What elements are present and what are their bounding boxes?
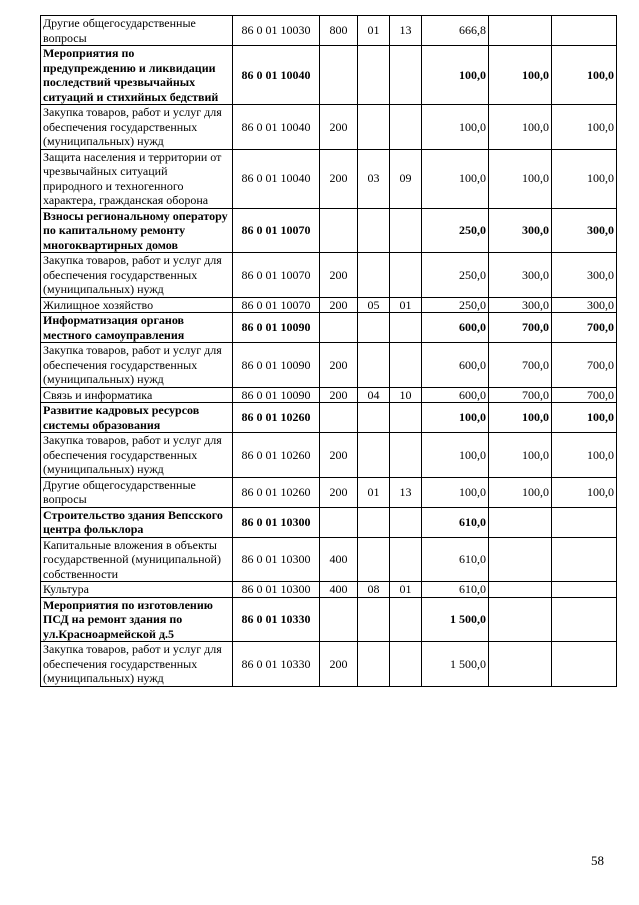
- target-article-cell: 86 0 01 10070: [233, 297, 320, 313]
- table-row-program: [41, 46, 617, 105]
- row-name-cell: Другие общегосударственные вопросы: [41, 16, 233, 46]
- amount-year1-cell: 610,0: [422, 537, 489, 582]
- row-name-cell: Взносы региональному оператору по капитальному ремонту многоквартирных домов: [41, 208, 233, 253]
- amount-year3-cell: 100,0: [552, 403, 617, 433]
- row-name-cell: Закупка товаров, работ и услуг для обеспечения государственных (муниципальных) нужд: [41, 253, 233, 298]
- table-row: [41, 387, 617, 403]
- section-cell: [358, 433, 390, 478]
- amount-year1-cell: 250,0: [422, 253, 489, 298]
- amount-year3-cell: 100,0: [552, 149, 617, 208]
- amount-year3-cell: [552, 507, 617, 537]
- expense-type-cell: 800: [320, 16, 358, 46]
- amount-year1-cell: 100,0: [422, 477, 489, 507]
- target-article-cell: 86 0 01 10300: [233, 507, 320, 537]
- target-article-cell: 86 0 01 10070: [233, 253, 320, 298]
- row-name-cell: Жилищное хозяйство: [41, 297, 233, 313]
- amount-year2-cell: [489, 507, 552, 537]
- expense-type-cell: 200: [320, 149, 358, 208]
- expense-type-cell: [320, 403, 358, 433]
- section-cell: [358, 597, 390, 642]
- row-name-cell: Закупка товаров, работ и услуг для обеспечения государственных (муниципальных) нужд: [41, 433, 233, 478]
- expense-type-cell: 200: [320, 343, 358, 388]
- subsection-cell: [390, 537, 422, 582]
- amount-year1-cell: 610,0: [422, 582, 489, 598]
- amount-year3-cell: [552, 597, 617, 642]
- section-cell: 03: [358, 149, 390, 208]
- section-cell: [358, 642, 390, 687]
- section-cell: [358, 105, 390, 150]
- table-row: [41, 343, 617, 388]
- section-cell: 01: [358, 477, 390, 507]
- page-number: 58: [591, 853, 604, 868]
- amount-year2-cell: [489, 582, 552, 598]
- table-row-program: [41, 507, 617, 537]
- target-article-cell: 86 0 01 10030: [233, 16, 320, 46]
- table-row-program: [41, 208, 617, 253]
- amount-year1-cell: 100,0: [422, 433, 489, 478]
- section-cell: [358, 343, 390, 388]
- row-name-cell: Мероприятия по предупреждению и ликвидации последствий чрезвычайных ситуаций и стихийных бедствий: [41, 46, 233, 105]
- section-cell: 08: [358, 582, 390, 598]
- table-row-program: [41, 403, 617, 433]
- subsection-cell: 01: [390, 582, 422, 598]
- expense-type-cell: 200: [320, 253, 358, 298]
- amount-year2-cell: 100,0: [489, 46, 552, 105]
- target-article-cell: 86 0 01 10300: [233, 582, 320, 598]
- section-cell: [358, 507, 390, 537]
- subsection-cell: 13: [390, 477, 422, 507]
- amount-year3-cell: 100,0: [552, 433, 617, 478]
- target-article-cell: 86 0 01 10330: [233, 642, 320, 687]
- amount-year3-cell: 100,0: [552, 46, 617, 105]
- subsection-cell: [390, 253, 422, 298]
- row-name-cell: Капитальные вложения в объекты государственной (муниципальной) собственности: [41, 537, 233, 582]
- table-row: [41, 149, 617, 208]
- target-article-cell: 86 0 01 10330: [233, 597, 320, 642]
- target-article-cell: 86 0 01 10260: [233, 433, 320, 478]
- amount-year1-cell: 610,0: [422, 507, 489, 537]
- subsection-cell: [390, 642, 422, 687]
- row-name-cell: Закупка товаров, работ и услуг для обеспечения государственных (муниципальных) нужд: [41, 105, 233, 150]
- subsection-cell: 09: [390, 149, 422, 208]
- table-row-program: [41, 597, 617, 642]
- row-name-cell: Культура: [41, 582, 233, 598]
- table-row: [41, 642, 617, 687]
- amount-year2-cell: 100,0: [489, 433, 552, 478]
- section-cell: 04: [358, 387, 390, 403]
- expense-type-cell: [320, 507, 358, 537]
- row-name-cell: Информатизация органов местного самоуправления: [41, 313, 233, 343]
- table-body: [41, 16, 617, 687]
- subsection-cell: [390, 403, 422, 433]
- row-name-cell: Закупка товаров, работ и услуг для обеспечения государственных (муниципальных) нужд: [41, 642, 233, 687]
- table-row: [41, 253, 617, 298]
- amount-year1-cell: 600,0: [422, 387, 489, 403]
- target-article-cell: 86 0 01 10040: [233, 105, 320, 150]
- amount-year3-cell: 100,0: [552, 105, 617, 150]
- amount-year2-cell: 100,0: [489, 477, 552, 507]
- expense-type-cell: [320, 597, 358, 642]
- section-cell: [358, 208, 390, 253]
- subsection-cell: [390, 208, 422, 253]
- amount-year3-cell: 700,0: [552, 313, 617, 343]
- amount-year1-cell: 100,0: [422, 105, 489, 150]
- table-row: [41, 477, 617, 507]
- amount-year3-cell: [552, 642, 617, 687]
- amount-year1-cell: 100,0: [422, 149, 489, 208]
- target-article-cell: 86 0 01 10260: [233, 403, 320, 433]
- table-row: [41, 433, 617, 478]
- amount-year1-cell: 600,0: [422, 343, 489, 388]
- table-row: [41, 297, 617, 313]
- expense-type-cell: 200: [320, 433, 358, 478]
- amount-year3-cell: 100,0: [552, 477, 617, 507]
- row-name-cell: Строительство здания Вепсского центра фольклора: [41, 507, 233, 537]
- subsection-cell: [390, 105, 422, 150]
- expense-type-cell: 400: [320, 537, 358, 582]
- subsection-cell: [390, 507, 422, 537]
- subsection-cell: [390, 46, 422, 105]
- target-article-cell: 86 0 01 10040: [233, 46, 320, 105]
- expense-type-cell: 200: [320, 387, 358, 403]
- target-article-cell: 86 0 01 10070: [233, 208, 320, 253]
- expense-type-cell: [320, 208, 358, 253]
- target-article-cell: 86 0 01 10300: [233, 537, 320, 582]
- table-row: [41, 105, 617, 150]
- amount-year3-cell: 700,0: [552, 343, 617, 388]
- expense-type-cell: [320, 313, 358, 343]
- subsection-cell: [390, 597, 422, 642]
- expense-type-cell: 200: [320, 105, 358, 150]
- amount-year3-cell: [552, 16, 617, 46]
- table-row: [41, 16, 617, 46]
- row-name-cell: Защита населения и территории от чрезвычайных ситуаций природного и техногенного характера, гражданская оборона: [41, 149, 233, 208]
- amount-year3-cell: 300,0: [552, 253, 617, 298]
- amount-year2-cell: [489, 597, 552, 642]
- table-row-program: [41, 313, 617, 343]
- amount-year2-cell: 300,0: [489, 208, 552, 253]
- expense-type-cell: 200: [320, 477, 358, 507]
- table-row: [41, 537, 617, 582]
- target-article-cell: 86 0 01 10040: [233, 149, 320, 208]
- subsection-cell: 13: [390, 16, 422, 46]
- amount-year1-cell: 100,0: [422, 403, 489, 433]
- subsection-cell: 10: [390, 387, 422, 403]
- subsection-cell: [390, 313, 422, 343]
- expense-type-cell: 200: [320, 642, 358, 687]
- amount-year1-cell: 1 500,0: [422, 642, 489, 687]
- amount-year2-cell: [489, 537, 552, 582]
- amount-year2-cell: [489, 642, 552, 687]
- amount-year2-cell: 100,0: [489, 149, 552, 208]
- amount-year2-cell: 300,0: [489, 253, 552, 298]
- budget-table: [40, 15, 617, 687]
- amount-year1-cell: 250,0: [422, 297, 489, 313]
- amount-year1-cell: 100,0: [422, 46, 489, 105]
- subsection-cell: 01: [390, 297, 422, 313]
- subsection-cell: [390, 433, 422, 478]
- section-cell: 05: [358, 297, 390, 313]
- amount-year1-cell: 250,0: [422, 208, 489, 253]
- expense-type-cell: 400: [320, 582, 358, 598]
- amount-year2-cell: 300,0: [489, 297, 552, 313]
- amount-year1-cell: 666,8: [422, 16, 489, 46]
- amount-year2-cell: [489, 16, 552, 46]
- section-cell: 01: [358, 16, 390, 46]
- row-name-cell: Мероприятия по изготовлению ПСД на ремонт здания по ул.Красноармейской д.5: [41, 597, 233, 642]
- row-name-cell: Развитие кадровых ресурсов системы образования: [41, 403, 233, 433]
- amount-year2-cell: 700,0: [489, 313, 552, 343]
- amount-year3-cell: 700,0: [552, 387, 617, 403]
- section-cell: [358, 46, 390, 105]
- section-cell: [358, 537, 390, 582]
- row-name-cell: Закупка товаров, работ и услуг для обеспечения государственных (муниципальных) нужд: [41, 343, 233, 388]
- amount-year2-cell: 700,0: [489, 387, 552, 403]
- row-name-cell: Связь и информатика: [41, 387, 233, 403]
- target-article-cell: 86 0 01 10090: [233, 387, 320, 403]
- expense-type-cell: [320, 46, 358, 105]
- target-article-cell: 86 0 01 10090: [233, 343, 320, 388]
- amount-year1-cell: 600,0: [422, 313, 489, 343]
- section-cell: [358, 313, 390, 343]
- expense-type-cell: 200: [320, 297, 358, 313]
- amount-year2-cell: 100,0: [489, 403, 552, 433]
- section-cell: [358, 253, 390, 298]
- amount-year2-cell: 700,0: [489, 343, 552, 388]
- amount-year2-cell: 100,0: [489, 105, 552, 150]
- amount-year3-cell: [552, 537, 617, 582]
- table-row: [41, 582, 617, 598]
- section-cell: [358, 403, 390, 433]
- target-article-cell: 86 0 01 10260: [233, 477, 320, 507]
- row-name-cell: Другие общегосударственные вопросы: [41, 477, 233, 507]
- amount-year3-cell: 300,0: [552, 208, 617, 253]
- subsection-cell: [390, 343, 422, 388]
- amount-year1-cell: 1 500,0: [422, 597, 489, 642]
- amount-year3-cell: [552, 582, 617, 598]
- target-article-cell: 86 0 01 10090: [233, 313, 320, 343]
- amount-year3-cell: 300,0: [552, 297, 617, 313]
